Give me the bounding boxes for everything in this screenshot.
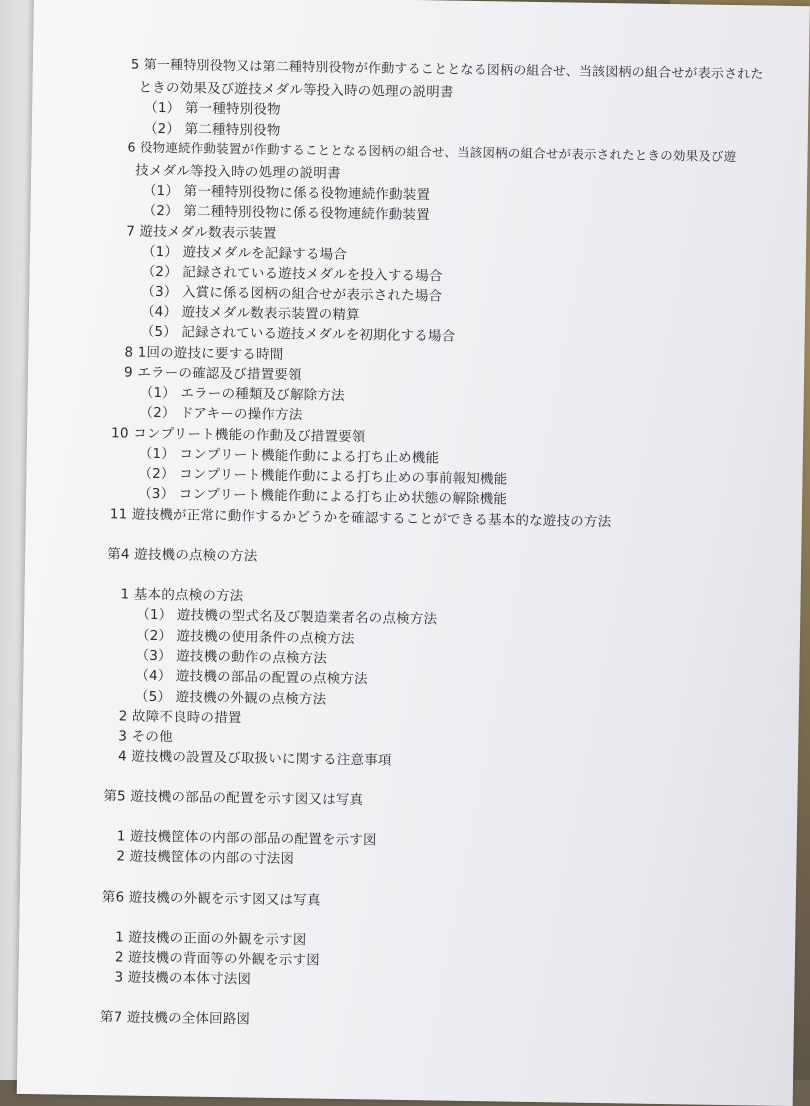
doc-line: （2） ドアキーの操作方法 [139, 404, 303, 424]
doc-line: （1） 遊技機の型式名及び製造業者名の点検方法 [136, 606, 438, 628]
doc-line: 10 コンプリート機能の作動及び措置要領 [110, 425, 366, 446]
doc-line: 1 遊技機筐体の内部の部品の配置を示す図 [116, 828, 377, 849]
doc-line: 1 基本的点検の方法 [120, 586, 244, 605]
doc-line: （3） コンプリート機能作動による打ち止め状態の解除機能 [138, 485, 508, 508]
doc-line: （1） 第一種特別役物 [144, 99, 281, 118]
doc-line: 3 その他 [118, 728, 173, 746]
doc-line: （2） 記録されている遊技メダルを投入する場合 [141, 263, 443, 285]
doc-line: （5） 記録されている遊技メダルを初期化する場合 [140, 323, 456, 345]
doc-line: （1） 第一種特別役物に係る役物連続作動装置 [142, 182, 431, 204]
doc-line: 5 第一種特別役物又は第二種特別役物が作動することとなる図柄の組合せ、当該図柄の組合せが表示された [130, 57, 764, 83]
section-heading: 第5 遊技機の部品の配置を示す図又は写真 [103, 788, 364, 809]
doc-line: （2） コンプリート機能作動による打ち止めの事前報知機能 [138, 465, 508, 488]
doc-line: 3 遊技機の本体寸法図 [114, 969, 252, 988]
doc-line: （2） 第二種特別役物に係る役物連続作動装置 [142, 202, 430, 224]
doc-line: （4） 遊技メダル数表示装置の精算 [140, 303, 360, 324]
doc-line: 2 故障不良時の措置 [118, 708, 242, 727]
document-page [17, 0, 810, 1106]
doc-line: 6 役物連続作動装置が作動することとなる図柄の組合せ、当該図柄の組合せが表示されたときの効果及び遊 [127, 139, 737, 165]
doc-line: （3） 入賞に係る図柄の組合せが表示された場合 [141, 283, 443, 305]
doc-line: （2） 遊技機の使用条件の点検方法 [135, 627, 355, 648]
section-heading: 第4 遊技機の点検の方法 [107, 546, 258, 565]
section-heading: 第6 遊技機の外観を示す図又は写真 [101, 889, 321, 909]
doc-line: 4 遊技機の設置及び取扱いに関する注意事項 [117, 748, 392, 769]
doc-line: （2） 第二種特別役物 [143, 120, 281, 139]
doc-line: （3） 遊技機の動作の点検方法 [135, 647, 328, 667]
doc-line: 技メダル等投入時の処理の説明書 [135, 162, 341, 182]
doc-line: （4） 遊技機の部品の配置の点検方法 [135, 667, 368, 688]
doc-line: （5） 遊技機の外観の点検方法 [134, 688, 327, 708]
doc-line: 8 1回の遊技に要する時間 [124, 344, 284, 363]
doc-line: （1） コンプリート機能作動による打ち止め機能 [138, 445, 440, 467]
doc-line: （1） エラーの種類及び解除方法 [139, 384, 345, 404]
doc-line: 2 遊技機の背面等の外観を示す図 [114, 949, 321, 969]
doc-line: 9 エラーの確認及び措置要領 [123, 364, 302, 384]
section-heading: 第7 遊技機の全体回路図 [99, 1009, 251, 1028]
doc-line: 11 遊技機が正常に動作するかどうかを確認することができる基本的な遊技の方法 [109, 506, 612, 531]
doc-line: （1） 遊技メダルを記録する場合 [141, 243, 348, 263]
doc-line: 2 遊技機筐体の内部の寸法図 [116, 848, 295, 868]
doc-line: 1 遊技機の正面の外観を示す図 [115, 929, 307, 949]
doc-line: 7 遊技メダル数表示装置 [126, 223, 277, 242]
doc-line: ときの効果及び遊技メダル等投入時の処理の説明書 [138, 79, 454, 101]
